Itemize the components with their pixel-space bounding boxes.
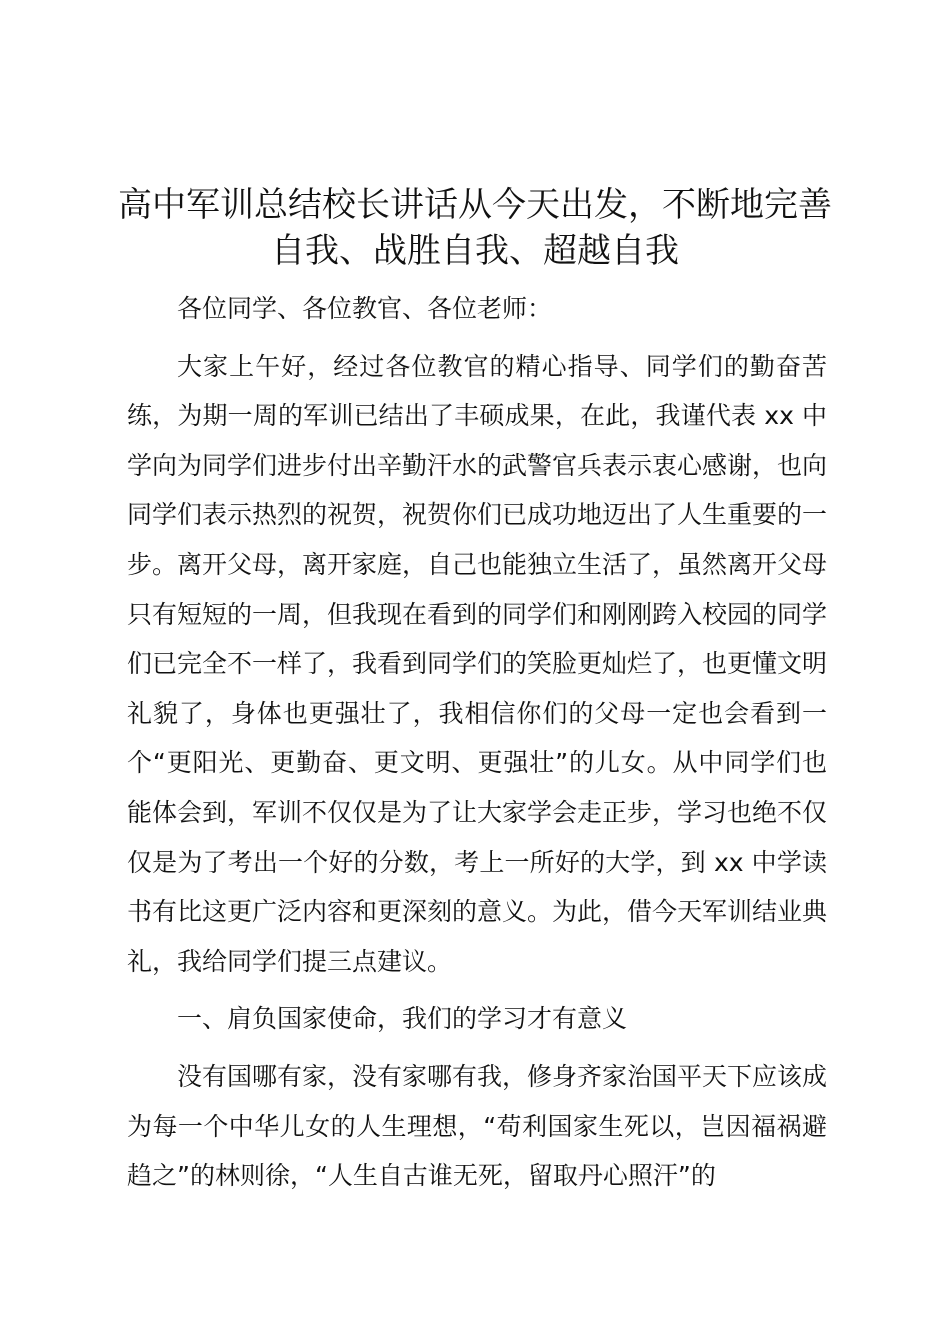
- salutation-paragraph: 各位同学、各位教官、各位老师：: [177, 294, 553, 323]
- document-body: [127, 284, 827, 1201]
- section-heading: 一、肩负国家使命，我们的学习才有意义: [177, 1004, 628, 1034]
- body-paragraph: 没有国哪有家，没有家哪有我，修身齐家治国平天下应该成为每一个中华儿女的人生理想，“苟利国家生死以，岂因福祸避趋之”的林则徐，“人生自古谁无死，留取丹心照汗”的: [127, 1061, 828, 1191]
- document-title: 高中军训总结校长讲话从今天出发，不断地完善自我、战胜自我、超越自我: [118, 185, 832, 271]
- body-paragraph: 大家上午好，经过各位教官的精心指导、同学们的勤奋苦练，为期一周的军训已结出了丰硕成果，在此，我谨代表 xx 中学向为同学们进步付出辛勤汗水的武警官兵表示衷心感谢，也向同学们表示热烈的祝贺，祝贺你们已成功地迈出了人生重要的一步。离开父母，离开家庭，自己也能独立生活了，虽然离开父母只有短短的一周，但我现在看到的同学们和刚刚跨入校园的同学们已完全不一样了，我看到同学们的笑脸更灿烂了，也更懂文明礼貌了，身体也更强壮了，我相信你们的父母一定也会看到一个“更阳光、更勤奋、更文明、更强壮”的儿女。从中同学们也能体会到，军训不仅仅是为了让大家学会走正步，学习也绝不仅仅是为了考出一个好的分数，考上一所好的大学，到 xx 中学读书有比这更广泛内容和更深刻的意义。为此，借今天军训结业典礼，我给同学们提三点建议。: [127, 351, 828, 976]
